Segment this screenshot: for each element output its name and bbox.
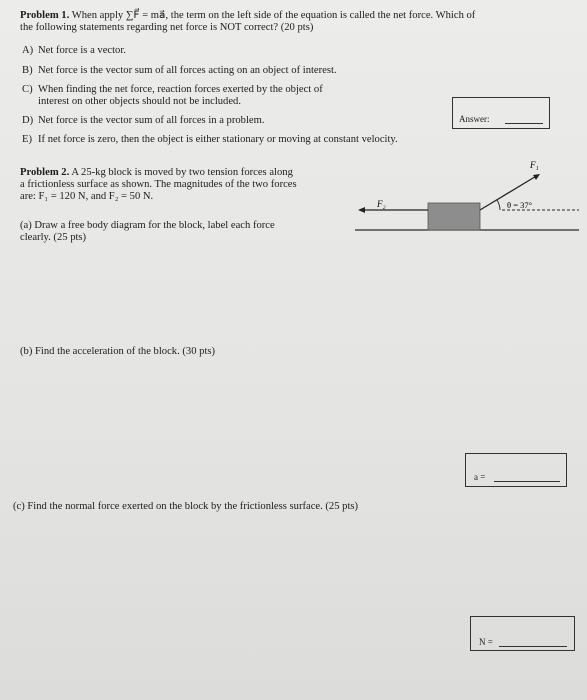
option-text: When finding the net force, reaction forces exerted by the object of: [38, 84, 323, 95]
problem2-text-line2: a frictionless surface as shown. The magnitudes of the two forces: [20, 179, 297, 190]
angle-label: θ = 37°: [507, 200, 533, 210]
problem1-heading: Problem 1.: [20, 10, 70, 21]
angle-arc: [497, 200, 500, 210]
option-letter: B): [22, 65, 33, 76]
problem1-question-line1: When apply ∑F⃗ = ma⃗, the term on the left side of the equation is called the net force. Which of: [71, 10, 476, 21]
acceleration-answer-box[interactable]: [465, 453, 567, 487]
f2-label: F₂: [377, 199, 386, 209]
normal-force-label: N =: [479, 637, 493, 647]
force-diagram: [350, 150, 587, 240]
answer-blank-line: [505, 123, 543, 124]
block: [428, 203, 480, 230]
problem2-line1: [20, 167, 293, 179]
f1-label: F₁: [530, 160, 539, 170]
problem2-text-line1: A 25-kg block is moved by two tension forces along: [71, 167, 293, 178]
option-e: [22, 134, 398, 146]
option-text: If net force is zero, then the object is either stationary or moving at constant velocity.: [38, 134, 398, 145]
f2-arrowhead: [358, 207, 365, 213]
option-letter: C): [22, 84, 33, 95]
problem1-line1: [20, 10, 475, 22]
part-c: (c) Find the normal force exerted on the block by the frictionless surface. (25 pts): [13, 501, 359, 512]
normal-force-blank-line: [499, 646, 567, 647]
option-b: [22, 65, 337, 77]
option-d: [22, 115, 265, 127]
option-text: Net force is the vector sum of all forces acting on an object of interest.: [38, 65, 337, 76]
problem2-heading: Problem 2.: [20, 167, 70, 178]
problem1-question-line2: the following statements regarding net force is NOT correct? (20 pts): [20, 22, 314, 33]
option-letter: E): [22, 134, 32, 145]
option-a: [22, 45, 126, 57]
answer-label: Answer:: [459, 114, 490, 124]
part-b: (b) Find the acceleration of the block. (30 pts): [20, 346, 216, 357]
answer-box[interactable]: [452, 97, 550, 129]
part-a-line1: (a) Draw a free body diagram for the block, label each force: [20, 220, 275, 231]
option-text: Net force is the vector sum of all forces in a problem.: [38, 115, 265, 126]
option-c-continued: interest on other objects should not be included.: [38, 96, 242, 107]
option-letter: A): [22, 45, 34, 56]
problem2-text-line3: are: F₁ = 120 N, and F₂ = 50 N.: [20, 191, 154, 202]
normal-force-answer-box[interactable]: [470, 616, 575, 651]
acceleration-label: a =: [474, 472, 486, 482]
part-a-line2: clearly. (25 pts): [20, 232, 87, 243]
option-text: Net force is a vector.: [38, 45, 126, 56]
option-c: [22, 84, 323, 96]
acceleration-blank-line: [494, 481, 560, 482]
option-letter: D): [22, 115, 34, 126]
